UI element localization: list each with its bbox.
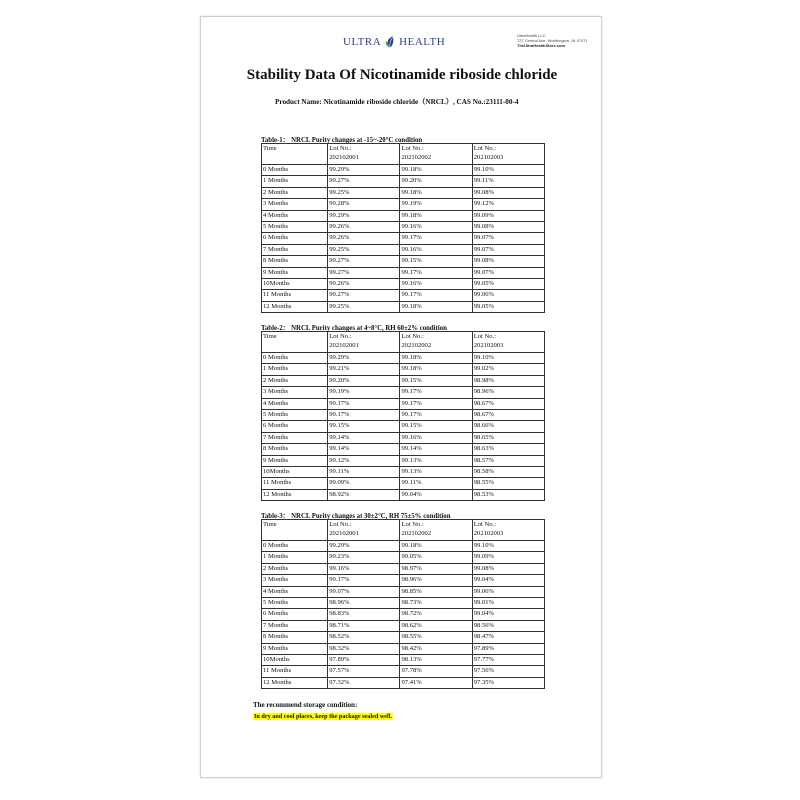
time-cell: 9 Months bbox=[262, 455, 328, 466]
purity-cell: 99.29% bbox=[328, 165, 400, 176]
purity-cell: 99.07% bbox=[328, 586, 400, 597]
column-label: Time bbox=[263, 145, 277, 152]
table-row bbox=[262, 552, 545, 563]
column-label: Lot No.: bbox=[401, 521, 424, 528]
storage-note: In dry and cool places, keep the package sealed well. bbox=[254, 713, 393, 720]
purity-cell: 99.17% bbox=[400, 290, 472, 301]
purity-cell: 99.20% bbox=[328, 375, 400, 386]
purity-cell: 98.98% bbox=[472, 375, 544, 386]
table-row bbox=[262, 575, 545, 586]
purity-cell: 99.14% bbox=[400, 444, 472, 455]
purity-cell: 97.57% bbox=[328, 666, 400, 677]
purity-cell: 99.16% bbox=[400, 278, 472, 289]
time-cell: 4 Months bbox=[262, 210, 328, 221]
table-row bbox=[262, 398, 545, 409]
purity-cell: 99.26% bbox=[328, 221, 400, 232]
time-cell: 6 Months bbox=[262, 233, 328, 244]
column-label: Time bbox=[263, 333, 277, 340]
column-label: Lot No.: bbox=[473, 333, 497, 340]
table-row bbox=[262, 409, 545, 420]
purity-cell: 99.14% bbox=[328, 444, 400, 455]
table-row bbox=[262, 353, 545, 364]
time-cell: 5 Months bbox=[262, 597, 328, 608]
company-address: 727 Central Ave, Worthington, IN 47471 bbox=[517, 38, 588, 43]
purity-cell: 99.15% bbox=[328, 421, 400, 432]
purity-cell: 99.25% bbox=[328, 301, 400, 312]
purity-cell: 99.18% bbox=[400, 165, 472, 176]
table-row bbox=[262, 210, 545, 221]
purity-cell: 99.05% bbox=[472, 278, 544, 289]
purity-cell: 98.53% bbox=[472, 489, 544, 500]
table-row bbox=[262, 278, 545, 289]
lot-number: 202102002 bbox=[401, 530, 432, 537]
time-cell: 7 Months bbox=[262, 244, 328, 255]
purity-cell: 98.55% bbox=[400, 632, 472, 643]
time-cell: 5 Months bbox=[262, 221, 328, 232]
purity-cell: 99.19% bbox=[328, 387, 400, 398]
time-cell: 8 Months bbox=[262, 632, 328, 643]
purity-cell: 99.12% bbox=[472, 199, 544, 210]
table-row bbox=[262, 375, 545, 386]
purity-cell: 99.29% bbox=[328, 353, 400, 364]
column-label: Lot No.: bbox=[473, 521, 497, 528]
ultra-health-logo bbox=[343, 35, 445, 49]
table-row bbox=[262, 187, 545, 198]
purity-cell: 99.14% bbox=[328, 432, 400, 443]
time-cell: 2 Months bbox=[262, 563, 328, 574]
table-row bbox=[262, 597, 545, 608]
purity-cell: 99.26% bbox=[328, 278, 400, 289]
document-title: Stability Data Of Nicotinamide riboside chloride bbox=[246, 67, 558, 83]
lot-number: 202102002 bbox=[401, 342, 432, 349]
column-header bbox=[262, 520, 328, 541]
purity-cell: 99.29% bbox=[328, 541, 400, 552]
column-header bbox=[262, 332, 328, 353]
table-row bbox=[262, 301, 545, 312]
logo-text-right: HEALTH bbox=[399, 36, 446, 48]
table-row bbox=[262, 221, 545, 232]
purity-cell: 99.10% bbox=[472, 541, 544, 552]
purity-cell: 99.05% bbox=[472, 301, 544, 312]
stability-table bbox=[261, 519, 545, 689]
table-row bbox=[262, 432, 545, 443]
time-cell: 2 Months bbox=[262, 375, 328, 386]
purity-cell: 98.32% bbox=[328, 643, 400, 654]
column-header bbox=[400, 520, 472, 541]
purity-cell: 99.18% bbox=[400, 187, 472, 198]
table-row bbox=[262, 586, 545, 597]
purity-cell: 99.09% bbox=[328, 478, 400, 489]
table-header-row bbox=[262, 520, 545, 541]
product-line: Product Name: Nicotinamide riboside chloride（NRCL）, CAS No.:23111-00-4 bbox=[275, 98, 519, 106]
column-header bbox=[472, 332, 544, 353]
lot-number: 202102003 bbox=[473, 154, 504, 161]
time-cell: 4 Months bbox=[262, 398, 328, 409]
time-cell: 3 Months bbox=[262, 387, 328, 398]
purity-cell: 99.05% bbox=[400, 552, 472, 563]
column-label: Lot No.: bbox=[329, 333, 352, 340]
purity-cell: 99.19% bbox=[400, 199, 472, 210]
purity-cell: 99.17% bbox=[328, 409, 400, 420]
time-cell: 12 Months bbox=[262, 489, 328, 500]
stability-table bbox=[261, 143, 545, 313]
purity-cell: 97.56% bbox=[472, 666, 544, 677]
purity-cell: 99.10% bbox=[472, 165, 544, 176]
purity-cell: 98.65% bbox=[472, 432, 544, 443]
purity-cell: 99.01% bbox=[472, 597, 544, 608]
column-header bbox=[328, 144, 400, 165]
purity-cell: 99.27% bbox=[328, 176, 400, 187]
purity-cell: 99.18% bbox=[400, 301, 472, 312]
time-cell: 6 Months bbox=[262, 609, 328, 620]
table-row bbox=[262, 609, 545, 620]
lot-number: 202102003 bbox=[473, 342, 504, 349]
table-row bbox=[262, 233, 545, 244]
purity-cell: 98.72% bbox=[400, 609, 472, 620]
purity-cell: 99.08% bbox=[472, 221, 544, 232]
purity-cell: 99.16% bbox=[400, 221, 472, 232]
table-row bbox=[262, 563, 545, 574]
table-row bbox=[262, 244, 545, 255]
lot-number: 202102001 bbox=[329, 154, 359, 161]
column-header bbox=[400, 332, 472, 353]
table-row bbox=[262, 643, 545, 654]
table-row bbox=[262, 666, 545, 677]
purity-cell: 99.07% bbox=[472, 267, 544, 278]
purity-cell: 99.17% bbox=[400, 233, 472, 244]
column-header bbox=[472, 520, 544, 541]
purity-cell: 98.57% bbox=[472, 455, 544, 466]
purity-cell: 99.15% bbox=[400, 421, 472, 432]
time-cell: 10Months bbox=[262, 466, 328, 477]
company-name: UltraHealth LLC bbox=[517, 33, 546, 38]
purity-cell: 99.13% bbox=[400, 455, 472, 466]
table-row bbox=[262, 466, 545, 477]
purity-cell: 98.47% bbox=[472, 632, 544, 643]
purity-cell: 99.11% bbox=[328, 466, 400, 477]
purity-cell: 97.32% bbox=[328, 677, 400, 688]
purity-cell: 99.26% bbox=[328, 233, 400, 244]
table-row bbox=[262, 444, 545, 455]
purity-cell: 98.96% bbox=[400, 575, 472, 586]
document-page bbox=[200, 16, 602, 778]
purity-cell: 99.25% bbox=[328, 187, 400, 198]
column-label: Lot No.: bbox=[329, 145, 352, 152]
time-cell: 2 Months bbox=[262, 187, 328, 198]
purity-cell: 99.15% bbox=[400, 375, 472, 386]
time-cell: 4 Months bbox=[262, 586, 328, 597]
purity-cell: 98.66% bbox=[472, 421, 544, 432]
time-cell: 9 Months bbox=[262, 267, 328, 278]
purity-cell: 97.89% bbox=[472, 643, 544, 654]
time-cell: 0 Months bbox=[262, 353, 328, 364]
purity-cell: 97.78% bbox=[400, 666, 472, 677]
purity-cell: 99.27% bbox=[328, 267, 400, 278]
purity-cell: 99.17% bbox=[400, 409, 472, 420]
purity-cell: 99.27% bbox=[328, 256, 400, 267]
time-cell: 3 Months bbox=[262, 199, 328, 210]
purity-cell: 98.52% bbox=[328, 632, 400, 643]
purity-cell: 98.83% bbox=[328, 609, 400, 620]
company-site: TheUltraHealthStore.com bbox=[517, 43, 566, 48]
purity-cell: 99.17% bbox=[328, 398, 400, 409]
table-row bbox=[262, 176, 545, 187]
purity-cell: 99.29% bbox=[328, 210, 400, 221]
table-row bbox=[262, 478, 545, 489]
purity-cell: 99.08% bbox=[472, 187, 544, 198]
purity-cell: 98.58% bbox=[472, 466, 544, 477]
lot-number: 202102003 bbox=[473, 530, 504, 537]
time-cell: 1 Months bbox=[262, 176, 328, 187]
lot-number: 202102002 bbox=[401, 154, 432, 161]
purity-cell: 99.20% bbox=[400, 176, 472, 187]
table-row bbox=[262, 267, 545, 278]
column-label: Lot No.: bbox=[401, 145, 424, 152]
purity-cell: 99.02% bbox=[472, 364, 544, 375]
purity-cell: 99.09% bbox=[472, 210, 544, 221]
purity-cell: 99.07% bbox=[472, 244, 544, 255]
time-cell: 6 Months bbox=[262, 421, 328, 432]
time-cell: 7 Months bbox=[262, 432, 328, 443]
lot-number: 202102001 bbox=[329, 530, 359, 537]
time-cell: 1 Months bbox=[262, 364, 328, 375]
time-cell: 7 Months bbox=[262, 620, 328, 631]
column-header bbox=[328, 332, 400, 353]
purity-cell: 99.25% bbox=[328, 244, 400, 255]
purity-cell: 97.35% bbox=[472, 677, 544, 688]
table-row bbox=[262, 387, 545, 398]
purity-cell: 99.18% bbox=[400, 210, 472, 221]
leaf-icon bbox=[383, 35, 397, 49]
time-cell: 0 Months bbox=[262, 541, 328, 552]
purity-cell: 98.97% bbox=[400, 563, 472, 574]
table-row bbox=[262, 455, 545, 466]
time-cell: 1 Months bbox=[262, 552, 328, 563]
table-row bbox=[262, 290, 545, 301]
purity-cell: 99.17% bbox=[328, 575, 400, 586]
purity-cell: 98.71% bbox=[328, 620, 400, 631]
purity-cell: 99.16% bbox=[400, 432, 472, 443]
table-title: Table-1： NRCL Purity changes at -15~-20°C condition bbox=[261, 137, 423, 144]
purity-cell: 99.08% bbox=[472, 256, 544, 267]
table-title: Table-2： NRCL Purity changes at 4~8°C, RH 60±2% condition bbox=[261, 325, 447, 332]
purity-cell: 98.67% bbox=[472, 398, 544, 409]
purity-cell: 99.06% bbox=[472, 290, 544, 301]
purity-cell: 99.18% bbox=[400, 541, 472, 552]
column-label: Lot No.: bbox=[329, 521, 352, 528]
table-row bbox=[262, 256, 545, 267]
purity-cell: 98.92% bbox=[328, 489, 400, 500]
time-cell: 0 Months bbox=[262, 165, 328, 176]
purity-cell: 98.42% bbox=[400, 643, 472, 654]
table-row bbox=[262, 677, 545, 688]
column-label: Lot No.: bbox=[401, 333, 424, 340]
purity-cell: 99.12% bbox=[328, 455, 400, 466]
purity-cell: 98.63% bbox=[472, 444, 544, 455]
purity-cell: 97.89% bbox=[328, 654, 400, 665]
purity-cell: 98.62% bbox=[400, 620, 472, 631]
company-info bbox=[517, 33, 588, 48]
purity-cell: 98.67% bbox=[472, 409, 544, 420]
time-cell: 5 Months bbox=[262, 409, 328, 420]
table-row bbox=[262, 541, 545, 552]
purity-cell: 98.55% bbox=[472, 478, 544, 489]
table-row bbox=[262, 489, 545, 500]
time-cell: 12 Months bbox=[262, 677, 328, 688]
purity-cell: 97.77% bbox=[472, 654, 544, 665]
table-row bbox=[262, 165, 545, 176]
purity-cell: 98.56% bbox=[472, 620, 544, 631]
time-cell: 11 Months bbox=[262, 666, 328, 677]
time-cell: 8 Months bbox=[262, 256, 328, 267]
time-cell: 8 Months bbox=[262, 444, 328, 455]
purity-cell: 99.27% bbox=[328, 290, 400, 301]
purity-cell: 99.17% bbox=[400, 387, 472, 398]
time-cell: 3 Months bbox=[262, 575, 328, 586]
time-cell: 11 Months bbox=[262, 290, 328, 301]
time-cell: 10Months bbox=[262, 654, 328, 665]
purity-cell: 99.10% bbox=[472, 353, 544, 364]
purity-cell: 98.13% bbox=[400, 654, 472, 665]
purity-cell: 99.28% bbox=[328, 199, 400, 210]
column-header bbox=[328, 520, 400, 541]
table-row bbox=[262, 632, 545, 643]
purity-cell: 99.04% bbox=[472, 575, 544, 586]
column-header bbox=[400, 144, 472, 165]
purity-cell: 99.18% bbox=[400, 353, 472, 364]
time-cell: 12 Months bbox=[262, 301, 328, 312]
purity-cell: 99.11% bbox=[472, 176, 544, 187]
table-title: Table-3： NRCL Purity changes at 30±2°C, RH 75±5% condition bbox=[261, 513, 451, 520]
purity-cell: 99.06% bbox=[472, 586, 544, 597]
purity-cell: 99.16% bbox=[328, 563, 400, 574]
time-cell: 9 Months bbox=[262, 643, 328, 654]
purity-cell: 97.41% bbox=[400, 677, 472, 688]
table-row bbox=[262, 421, 545, 432]
column-label: Time bbox=[263, 521, 277, 528]
purity-cell: 99.15% bbox=[400, 256, 472, 267]
table-row bbox=[262, 364, 545, 375]
table-row bbox=[262, 654, 545, 665]
time-cell: 10Months bbox=[262, 278, 328, 289]
table-header-row bbox=[262, 332, 545, 353]
purity-cell: 98.96% bbox=[472, 387, 544, 398]
purity-cell: 99.16% bbox=[400, 244, 472, 255]
purity-cell: 98.96% bbox=[328, 597, 400, 608]
column-header bbox=[262, 144, 328, 165]
purity-cell: 99.07% bbox=[472, 233, 544, 244]
table-header-row bbox=[262, 144, 545, 165]
purity-cell: 98.85% bbox=[400, 586, 472, 597]
stability-table bbox=[261, 331, 545, 501]
purity-cell: 99.11% bbox=[400, 478, 472, 489]
column-label: Lot No.: bbox=[473, 145, 497, 152]
lot-number: 202102001 bbox=[329, 342, 359, 349]
purity-cell: 99.17% bbox=[400, 267, 472, 278]
logo-text-left: ULTRA bbox=[343, 36, 382, 48]
purity-cell: 98.73% bbox=[400, 597, 472, 608]
purity-cell: 99.17% bbox=[400, 398, 472, 409]
purity-cell: 99.08% bbox=[472, 563, 544, 574]
time-cell: 11 Months bbox=[262, 478, 328, 489]
purity-cell: 99.09% bbox=[472, 552, 544, 563]
column-header bbox=[472, 144, 544, 165]
table-row bbox=[262, 620, 545, 631]
purity-cell: 99.18% bbox=[400, 364, 472, 375]
purity-cell: 99.04% bbox=[472, 609, 544, 620]
table-row bbox=[262, 199, 545, 210]
storage-title: The recommend storage condition: bbox=[253, 701, 358, 709]
purity-cell: 99.04% bbox=[400, 489, 472, 500]
purity-cell: 99.21% bbox=[328, 364, 400, 375]
purity-cell: 99.13% bbox=[400, 466, 472, 477]
purity-cell: 99.23% bbox=[328, 552, 400, 563]
